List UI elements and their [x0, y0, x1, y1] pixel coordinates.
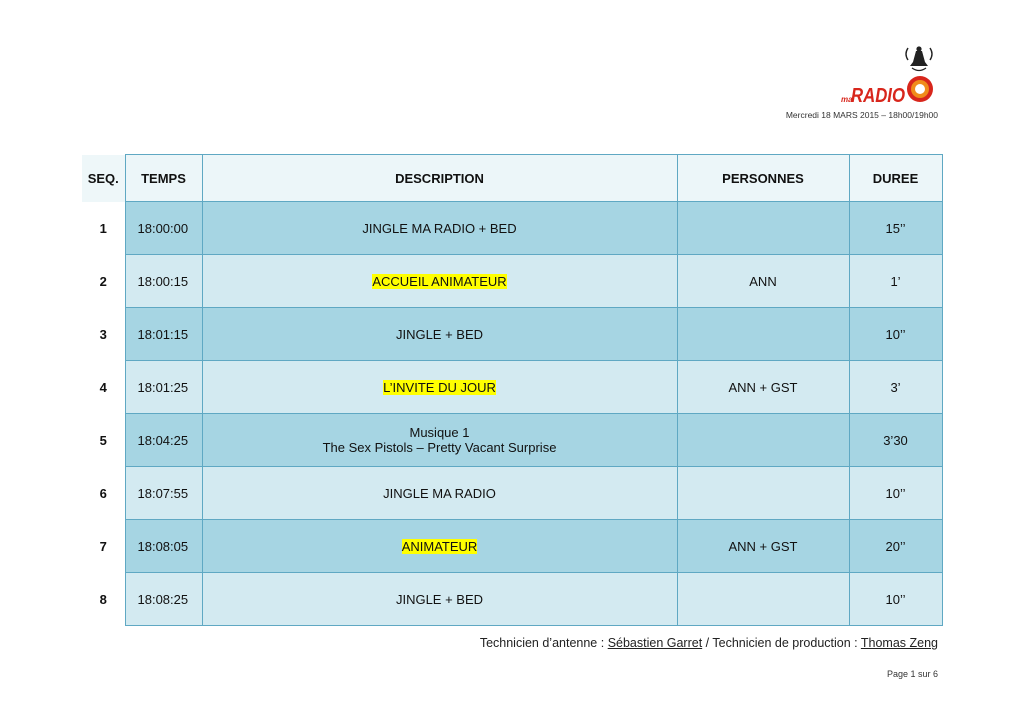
description-text-highlighted: ACCUEIL ANIMATEUR [372, 273, 507, 289]
description-cell [202, 414, 677, 467]
table-row [82, 467, 942, 520]
description-line-2: The Sex Pistols – Pretty Vacant Surprise [322, 440, 557, 455]
broadcast-date: Mercredi 18 MARS 2015 – 18h00/19h00 [785, 110, 938, 120]
table-row [82, 520, 942, 573]
seq-cell: 3 [82, 308, 125, 361]
radio-logo-icon [838, 42, 938, 106]
time-cell: 18:08:05 [125, 520, 202, 573]
time-cell: 18:01:15 [125, 308, 202, 361]
duree-cell: 20’’ [849, 520, 942, 573]
personnes-cell [677, 573, 849, 626]
table-row [82, 361, 942, 414]
header-duree: DUREE [849, 155, 942, 202]
personnes-cell: ANN [677, 255, 849, 308]
table-row [82, 308, 942, 361]
time-cell: 18:07:55 [125, 467, 202, 520]
personnes-cell [677, 467, 849, 520]
duree-cell: 1’ [849, 255, 942, 308]
table-header-row [82, 155, 942, 202]
time-cell: 18:00:15 [125, 255, 202, 308]
seq-cell: 4 [82, 361, 125, 414]
personnes-cell: ANN + GST [677, 520, 849, 573]
personnes-cell [677, 308, 849, 361]
tech-antenne-label: Technicien d’antenne : [479, 636, 608, 650]
time-cell: 18:01:25 [125, 361, 202, 414]
tech-prod-label: Technicien de production : [712, 636, 861, 650]
seq-cell: 2 [82, 255, 125, 308]
table-row [82, 573, 942, 626]
duree-cell: 10’’ [849, 467, 942, 520]
seq-cell: 7 [82, 520, 125, 573]
duree-cell: 10’’ [849, 573, 942, 626]
description-text: JINGLE + BED [395, 326, 484, 342]
description-text: JINGLE MA RADIO [383, 485, 496, 501]
description-text: JINGLE + BED [395, 591, 484, 607]
technician-credits [480, 636, 938, 650]
description-line-1: Musique 1 [409, 425, 470, 440]
description-cell [202, 520, 677, 573]
table-row [82, 255, 942, 308]
description-cell [202, 202, 677, 255]
page-number: Page 1 sur 6 [886, 669, 938, 679]
tech-antenne-name: Sébastien Garret [607, 636, 703, 650]
credits-separator: / [702, 636, 713, 650]
time-cell: 18:00:00 [125, 202, 202, 255]
header-description: DESCRIPTION [202, 155, 677, 202]
ma-radio-logo [838, 42, 938, 106]
table-row [82, 202, 942, 255]
rundown-table [82, 154, 943, 626]
duree-cell: 3’30 [849, 414, 942, 467]
personnes-cell [677, 202, 849, 255]
description-text-highlighted: ANIMATEUR [401, 538, 478, 554]
description-text-highlighted: L’INVITE DU JOUR [383, 379, 496, 395]
description-cell [202, 308, 677, 361]
time-cell: 18:04:25 [125, 414, 202, 467]
personnes-cell: ANN + GST [677, 361, 849, 414]
duree-cell: 15’’ [849, 202, 942, 255]
header-seq: SEQ. [82, 155, 125, 202]
duree-cell: 10’’ [849, 308, 942, 361]
svg-text:RADIO: RADIO [851, 85, 906, 106]
seq-cell: 1 [82, 202, 125, 255]
seq-cell: 8 [82, 573, 125, 626]
description-cell [202, 573, 677, 626]
duree-cell: 3’ [849, 361, 942, 414]
header-temps: TEMPS [125, 155, 202, 202]
seq-cell: 5 [82, 414, 125, 467]
header-personnes: PERSONNES [677, 155, 849, 202]
description-text: JINGLE MA RADIO + BED [362, 220, 517, 236]
description-cell [202, 467, 677, 520]
time-cell: 18:08:25 [125, 573, 202, 626]
personnes-cell [677, 414, 849, 467]
svg-text:ma: ma [841, 95, 853, 104]
seq-cell: 6 [82, 467, 125, 520]
table-row [82, 414, 942, 467]
description-cell [202, 361, 677, 414]
description-cell [202, 255, 677, 308]
tech-prod-name: Thomas Zeng [860, 636, 938, 650]
